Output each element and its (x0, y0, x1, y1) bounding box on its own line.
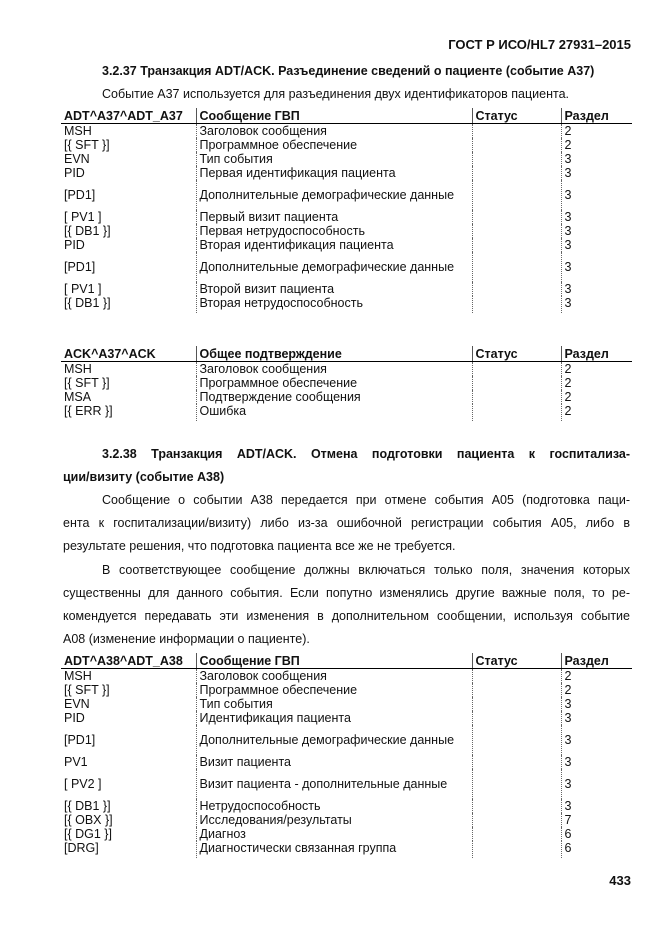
section-cell: 3 (561, 224, 632, 238)
column-header-segment: ADT^A37^ADT_A37 (61, 108, 196, 124)
table-row (61, 138, 632, 152)
segment-cell: [PD1] (64, 188, 96, 202)
status-cell (472, 362, 561, 377)
segment-cell: MSH (64, 362, 92, 376)
description-cell: Нетрудоспособность (196, 799, 472, 813)
section-cell: 2 (561, 669, 632, 684)
description-cell: Программное обеспечение (196, 138, 472, 152)
description-cell: Программное обеспечение (196, 376, 472, 390)
table-row (61, 252, 632, 282)
description-cell: Визит пациента (196, 755, 472, 769)
segment-cell: PID (64, 238, 85, 252)
table-row (61, 711, 632, 725)
table-row (61, 669, 632, 684)
segment-cell: EVN (64, 697, 90, 711)
status-cell (472, 238, 561, 252)
segment-cell: [ PV2 ] (64, 777, 102, 791)
standard-header: ГОСТ Р ИСО/HL7 27931–2015 (448, 37, 631, 52)
table-row (61, 238, 632, 252)
description-cell: Дополнительные демографические данные (196, 180, 472, 210)
paragraph-line: В соответствующее сообщение должны включаться только поля, значения которых (102, 563, 630, 577)
description-cell: Идентификация пациента (196, 711, 472, 725)
column-header-segment: ACK^A37^ACK (61, 346, 196, 362)
section-intro-a37: Событие A37 используется для разъединения двух идентификаторов пациента. (102, 87, 570, 101)
table-row (61, 152, 632, 166)
segment-cell: [ PV1 ] (64, 210, 102, 224)
status-cell (472, 725, 561, 755)
status-cell (472, 404, 561, 421)
table-row (61, 683, 632, 697)
paragraph-line: Сообщение о событии A38 передается при отмене события A05 (подготовка паци- (102, 493, 630, 507)
section-cell: 3 (561, 296, 632, 313)
description-cell: Первая идентификация пациента (196, 166, 472, 180)
segment-cell: [DRG] (64, 841, 99, 855)
description-cell: Заголовок сообщения (196, 669, 472, 684)
table-row (61, 813, 632, 827)
table-row (61, 390, 632, 404)
section-cell: 3 (561, 697, 632, 711)
description-cell: Вторая идентификация пациента (196, 238, 472, 252)
section-cell: 3 (561, 152, 632, 166)
message-table-ack-a37 (61, 346, 632, 421)
status-cell (472, 296, 561, 313)
column-header-message: Общее подтверждение (196, 346, 472, 362)
paragraph-line: A08 (изменение информации о пациенте). (63, 632, 310, 646)
section-cell: 3 (561, 711, 632, 725)
paragraph-a38-fields (63, 559, 630, 651)
page-number: 433 (609, 873, 631, 888)
paragraph-line: результате решения, что подготовка пациента все же не требуется. (63, 539, 456, 553)
segment-cell: PID (64, 166, 85, 180)
section-cell: 3 (561, 725, 632, 755)
description-cell: Подтверждение сообщения (196, 390, 472, 404)
paragraph-line: существенны для данного события. Если попутно изменялись другие важные поля, то ре- (63, 586, 630, 600)
segment-cell: [PD1] (64, 733, 96, 747)
column-header-status: Статус (472, 653, 561, 669)
section-cell: 3 (561, 282, 632, 296)
description-cell: Исследования/результаты (196, 813, 472, 827)
status-cell (472, 669, 561, 684)
status-cell (472, 769, 561, 799)
paragraph-line: ента к госпитализации/визиту) либо из-за ошибочной регистрации события A05, либо в (63, 516, 630, 530)
segment-cell: [{ SFT }] (64, 376, 110, 390)
table-row (61, 296, 632, 313)
section-cell: 2 (561, 376, 632, 390)
message-table-adt-a37 (61, 108, 632, 313)
table-row (61, 180, 632, 210)
section-cell: 2 (561, 138, 632, 152)
section-cell: 2 (561, 124, 632, 139)
segment-cell: PV1 (64, 755, 88, 769)
table-row (61, 282, 632, 296)
segment-cell: [{ SFT }] (64, 683, 110, 697)
section-cell: 3 (561, 755, 632, 769)
status-cell (472, 282, 561, 296)
segment-cell: MSA (64, 390, 92, 404)
section-heading-a37: 3.2.37 Транзакция ADT/ACK. Разъединение сведений о пациенте (событие A37) (102, 64, 595, 78)
status-cell (472, 152, 561, 166)
description-cell: Первый визит пациента (196, 210, 472, 224)
section-cell: 6 (561, 841, 632, 858)
column-header-message: Сообщение ГВП (196, 108, 472, 124)
segment-cell: [PD1] (64, 260, 96, 274)
segment-cell: [{ DB1 }] (64, 799, 111, 813)
section-cell: 3 (561, 769, 632, 799)
column-header-section: Раздел (561, 346, 632, 362)
heading-line: ции/визиту (событие A38) (63, 470, 225, 484)
description-cell: Диагностически связанная группа (196, 841, 472, 858)
segment-cell: [ PV1 ] (64, 282, 102, 296)
status-cell (472, 841, 561, 858)
status-cell (472, 711, 561, 725)
table-row (61, 769, 632, 799)
column-header-status: Статус (472, 108, 561, 124)
segment-cell: EVN (64, 152, 90, 166)
table-header-row (61, 346, 632, 362)
heading-line: 3.2.38 Транзакция ADT/ACK. Отмена подготовки пациента к госпитализа- (102, 447, 630, 461)
description-cell: Заголовок сообщения (196, 124, 472, 139)
table-header-row (61, 653, 632, 669)
section-cell: 7 (561, 813, 632, 827)
segment-cell: PID (64, 711, 85, 725)
segment-cell: [{ DB1 }] (64, 296, 111, 310)
description-cell: Визит пациента - дополнительные данные (196, 769, 472, 799)
table-row (61, 827, 632, 841)
paragraph-a38-description (63, 489, 630, 558)
section-cell: 2 (561, 390, 632, 404)
table-row (61, 376, 632, 390)
description-cell: Дополнительные демографические данные (196, 725, 472, 755)
segment-cell: [{ ERR }] (64, 404, 113, 418)
status-cell (472, 252, 561, 282)
section-cell: 2 (561, 404, 632, 421)
status-cell (472, 376, 561, 390)
message-table-adt-a38 (61, 653, 632, 858)
status-cell (472, 224, 561, 238)
segment-cell: [{ DG1 }] (64, 827, 112, 841)
section-cell: 3 (561, 180, 632, 210)
section-cell: 6 (561, 827, 632, 841)
table-header-row (61, 108, 632, 124)
segment-cell: [{ DB1 }] (64, 224, 111, 238)
table-row (61, 224, 632, 238)
status-cell (472, 799, 561, 813)
section-cell: 3 (561, 238, 632, 252)
status-cell (472, 813, 561, 827)
segment-cell: MSH (64, 124, 92, 138)
status-cell (472, 755, 561, 769)
table-row (61, 362, 632, 377)
status-cell (472, 166, 561, 180)
description-cell: Ошибка (196, 404, 472, 421)
status-cell (472, 697, 561, 711)
column-header-message: Сообщение ГВП (196, 653, 472, 669)
description-cell: Дополнительные демографические данные (196, 252, 472, 282)
table-row (61, 124, 632, 139)
column-header-section: Раздел (561, 653, 632, 669)
section-cell: 3 (561, 799, 632, 813)
table-row (61, 404, 632, 421)
table-row (61, 725, 632, 755)
description-cell: Тип события (196, 697, 472, 711)
table-row (61, 697, 632, 711)
section-cell: 2 (561, 683, 632, 697)
description-cell: Программное обеспечение (196, 683, 472, 697)
status-cell (472, 138, 561, 152)
table-row (61, 841, 632, 858)
status-cell (472, 210, 561, 224)
status-cell (472, 124, 561, 139)
description-cell: Вторая нетрудоспособность (196, 296, 472, 313)
status-cell (472, 683, 561, 697)
description-cell: Второй визит пациента (196, 282, 472, 296)
segment-cell: [{ OBX }] (64, 813, 113, 827)
status-cell (472, 180, 561, 210)
column-header-segment: ADT^A38^ADT_A38 (61, 653, 196, 669)
paragraph-line: комендуется передавать эти изменения в дополнительном сообщении, используя событие (63, 609, 630, 623)
description-cell: Заголовок сообщения (196, 362, 472, 377)
section-cell: 3 (561, 210, 632, 224)
segment-cell: [{ SFT }] (64, 138, 110, 152)
section-cell: 3 (561, 166, 632, 180)
table-row (61, 755, 632, 769)
section-heading-a38 (63, 443, 630, 489)
description-cell: Диагноз (196, 827, 472, 841)
description-cell: Первая нетрудоспособность (196, 224, 472, 238)
column-header-section: Раздел (561, 108, 632, 124)
column-header-status: Статус (472, 346, 561, 362)
section-cell: 2 (561, 362, 632, 377)
status-cell (472, 827, 561, 841)
table-row (61, 799, 632, 813)
table-row (61, 210, 632, 224)
table-row (61, 166, 632, 180)
description-cell: Тип события (196, 152, 472, 166)
status-cell (472, 390, 561, 404)
segment-cell: MSH (64, 669, 92, 683)
section-cell: 3 (561, 252, 632, 282)
